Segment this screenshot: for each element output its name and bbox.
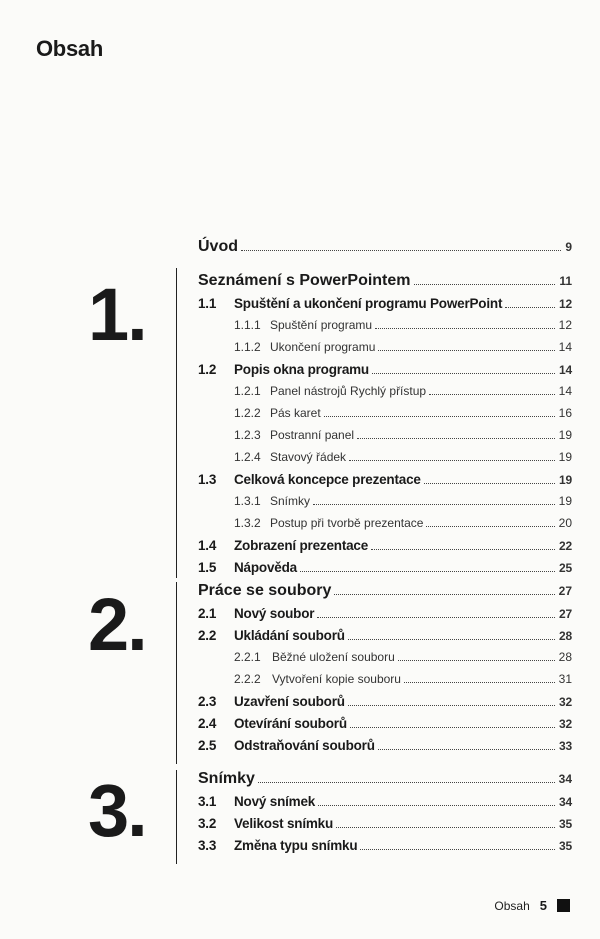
dot-leader — [372, 373, 555, 374]
toc-label: Otevírání souborů — [234, 716, 347, 731]
toc-label: Velikost snímku — [234, 816, 334, 831]
toc-subsection[interactable] — [198, 516, 572, 538]
toc-page: 19 — [558, 428, 572, 442]
toc-label: Vytvoření kopie souboru — [272, 672, 401, 686]
toc-number: 3.3 — [198, 838, 217, 853]
dot-leader — [371, 549, 555, 550]
dot-leader — [375, 328, 555, 329]
dot-leader — [348, 639, 555, 640]
dot-leader — [241, 250, 561, 251]
toc-label: Seznámení s PowerPointem — [198, 272, 411, 289]
toc-page: 22 — [559, 539, 572, 553]
toc-chapter-heading[interactable] — [198, 272, 572, 296]
toc-page: 12 — [559, 297, 572, 311]
toc-number: 2.3 — [198, 694, 217, 709]
toc-number: 2.1 — [198, 606, 217, 621]
toc-label: Postranní panel — [270, 428, 355, 442]
toc-label: Pás karet — [270, 406, 321, 420]
toc-page: 35 — [559, 839, 572, 853]
toc-page: 16 — [558, 406, 572, 420]
toc-page: 25 — [559, 561, 572, 575]
toc-page: 14 — [558, 340, 572, 354]
toc-label: Úvod — [198, 238, 238, 255]
toc-page: 35 — [559, 817, 572, 831]
toc-section[interactable] — [198, 538, 572, 560]
toc-page: 12 — [558, 318, 572, 332]
toc-section[interactable] — [198, 716, 572, 738]
toc-number: 1.5 — [198, 560, 217, 575]
toc-page: 27 — [559, 607, 572, 621]
toc-page: 28 — [558, 650, 572, 664]
toc-label: Ukončení programu — [270, 340, 376, 354]
toc-page: 31 — [558, 672, 572, 686]
toc-subsection[interactable] — [198, 406, 572, 428]
dot-leader — [313, 504, 555, 505]
toc-page: 11 — [559, 274, 572, 288]
toc-page: 19 — [559, 473, 572, 487]
dot-leader — [317, 617, 555, 618]
toc-label: Snímky — [198, 770, 255, 787]
toc-page: 34 — [558, 772, 572, 786]
dot-leader — [334, 594, 554, 595]
toc-page: 27 — [558, 584, 572, 598]
toc-label: Popis okna programu — [234, 362, 369, 377]
toc-number: 2.4 — [198, 716, 217, 731]
chapter-divider — [176, 268, 177, 578]
dot-leader — [505, 307, 555, 308]
toc-label: Stavový řádek — [270, 450, 347, 464]
toc-number: 2.5 — [198, 738, 217, 753]
chapter-number: 2. — [88, 583, 146, 666]
dot-leader — [348, 705, 555, 706]
chapter-3-toc — [198, 770, 572, 860]
dot-leader — [429, 394, 555, 395]
chapter-1-toc — [198, 272, 572, 582]
toc-label: Ukládání souborů — [234, 628, 345, 643]
toc-section[interactable] — [198, 296, 572, 318]
toc-subsection[interactable] — [198, 672, 572, 694]
dot-leader — [426, 526, 554, 527]
toc-number: 2.2 — [198, 628, 217, 643]
toc-label: Uzavření souborů — [234, 694, 345, 709]
toc-subsection[interactable] — [198, 384, 572, 406]
toc-subsection[interactable] — [198, 450, 572, 472]
toc-subsection[interactable] — [198, 318, 572, 340]
toc-subsection[interactable] — [198, 494, 572, 516]
toc-page: 32 — [559, 717, 572, 731]
toc-page: 34 — [559, 795, 572, 809]
toc-chapter-heading[interactable] — [198, 582, 572, 606]
toc-page: 28 — [559, 629, 572, 643]
dot-leader — [258, 782, 555, 783]
dot-leader — [318, 805, 555, 806]
toc-label: Odstraňování souborů — [234, 738, 375, 753]
toc-label: Nápověda — [234, 560, 297, 575]
toc-number: 1.2.3 — [234, 428, 261, 442]
toc-label: Práce se soubory — [198, 582, 332, 599]
toc-label: Nový snímek — [234, 794, 316, 809]
toc-chapter-heading[interactable] — [198, 770, 572, 794]
toc-number: 2.2.2 — [234, 672, 261, 686]
toc-number: 1.1.2 — [234, 340, 261, 354]
toc-number: 3.2 — [198, 816, 217, 831]
dot-leader — [336, 827, 555, 828]
dot-leader — [414, 284, 556, 285]
toc-label: Spuštění a ukončení programu PowerPoint — [234, 296, 503, 311]
dot-leader — [360, 849, 555, 850]
toc-label: Zobrazení prezentace — [234, 538, 369, 553]
toc-section[interactable] — [198, 838, 572, 860]
dot-leader — [350, 727, 555, 728]
toc-page: 14 — [558, 384, 572, 398]
toc-label: Spuštění programu — [270, 318, 373, 332]
dot-leader — [398, 660, 555, 661]
toc-section[interactable] — [198, 738, 572, 760]
toc-page: 33 — [559, 739, 572, 753]
toc-page: 9 — [565, 240, 572, 254]
toc-subsection[interactable] — [198, 428, 572, 450]
page-footer — [494, 898, 570, 913]
chapter-number: 3. — [88, 769, 146, 852]
toc-page: 32 — [559, 695, 572, 709]
toc-label: Postup při tvorbě prezentace — [270, 516, 424, 530]
page-number: 5 — [539, 898, 547, 913]
dot-leader — [378, 749, 555, 750]
dot-leader — [357, 438, 555, 439]
toc-page: 19 — [558, 494, 572, 508]
toc-label: Změna typu snímku — [234, 838, 358, 853]
toc-label: Panel nástrojů Rychlý přístup — [270, 384, 427, 398]
toc-label: Snímky — [270, 494, 311, 508]
dot-leader — [378, 350, 554, 351]
toc-number: 1.2.2 — [234, 406, 261, 420]
page-title: Obsah — [36, 36, 103, 61]
dot-leader — [349, 460, 555, 461]
toc-number: 1.3 — [198, 472, 217, 487]
toc-subsection[interactable] — [198, 650, 572, 672]
dot-leader — [324, 416, 555, 417]
chapter-divider — [176, 582, 177, 764]
toc-page: 20 — [558, 516, 572, 530]
toc-number: 3.1 — [198, 794, 217, 809]
toc-page: 19 — [558, 450, 572, 464]
toc-number: 1.2 — [198, 362, 217, 377]
toc-section[interactable] — [198, 694, 572, 716]
toc-section[interactable] — [198, 816, 572, 838]
toc-label: Celková koncepce prezentace — [234, 472, 421, 487]
toc-number: 1.1 — [198, 296, 217, 311]
dot-leader — [424, 483, 555, 484]
footer-label: Obsah — [494, 898, 530, 913]
toc-number: 1.2.1 — [234, 384, 261, 398]
toc-number: 1.1.1 — [234, 318, 261, 332]
footer-square-mark — [557, 899, 570, 912]
toc-intro[interactable] — [198, 238, 572, 262]
toc-section[interactable] — [198, 560, 572, 582]
toc-number: 1.2.4 — [234, 450, 261, 464]
toc-subsection[interactable] — [198, 340, 572, 362]
toc-number: 1.3.1 — [234, 494, 261, 508]
toc-label: Běžné uložení souboru — [272, 650, 395, 664]
chapter-2-toc — [198, 582, 572, 760]
dot-leader — [300, 571, 555, 572]
toc-label: Nový soubor — [234, 606, 315, 621]
toc-section[interactable] — [198, 628, 572, 650]
chapter-divider — [176, 770, 177, 864]
dot-leader — [404, 682, 555, 683]
chapter-number: 1. — [88, 273, 146, 356]
toc-section[interactable] — [198, 606, 572, 628]
toc-section[interactable] — [198, 472, 572, 494]
toc-number: 2.2.1 — [234, 650, 261, 664]
toc-section[interactable] — [198, 362, 572, 384]
toc-section[interactable] — [198, 794, 572, 816]
toc-number: 1.3.2 — [234, 516, 261, 530]
toc-page: 14 — [559, 363, 572, 377]
toc-number: 1.4 — [198, 538, 217, 553]
